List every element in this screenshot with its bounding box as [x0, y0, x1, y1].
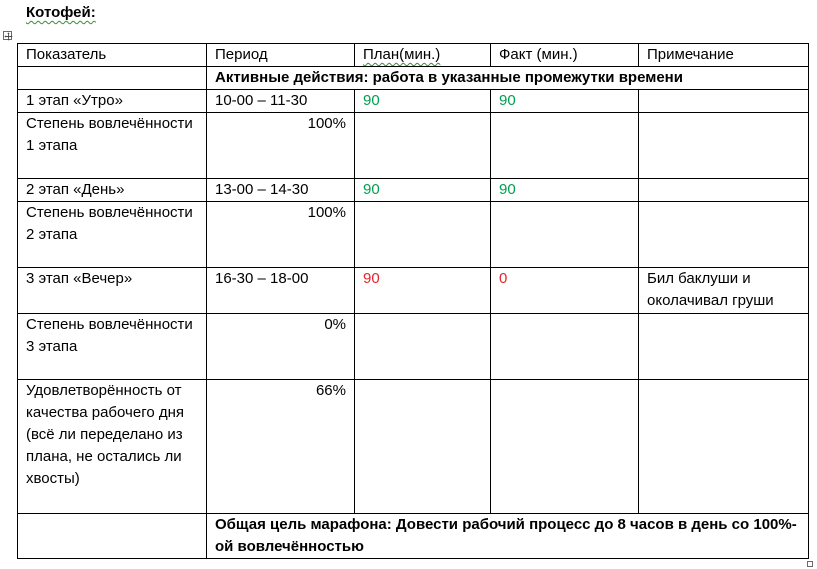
- section-active-empty-cell[interactable]: [18, 67, 207, 90]
- header-indicator[interactable]: Показатель: [18, 44, 207, 67]
- stage-2-engagement-row: [18, 202, 809, 268]
- header-note[interactable]: Примечание: [639, 44, 809, 67]
- stage-2-engagement-value[interactable]: 100%: [207, 202, 355, 268]
- stage-3-engagement-value[interactable]: 0%: [207, 314, 355, 380]
- stage-1-period[interactable]: 10-00 – 11-30: [207, 90, 355, 113]
- stage-3-engagement-fact[interactable]: [491, 314, 639, 380]
- stage-3-period[interactable]: 16-30 – 18-00: [207, 268, 355, 314]
- satisfaction-row: [18, 380, 809, 514]
- stage-3-engagement-row: [18, 314, 809, 380]
- satisfaction-fact[interactable]: [491, 380, 639, 514]
- header-fact[interactable]: Факт (мин.): [491, 44, 639, 67]
- satisfaction-value[interactable]: 66%: [207, 380, 355, 514]
- section-active-row: [18, 67, 809, 90]
- stage-2-fact[interactable]: 90: [491, 179, 639, 202]
- stage-2-engagement-fact[interactable]: [491, 202, 639, 268]
- goal-row: [18, 514, 809, 559]
- satisfaction-note[interactable]: [639, 380, 809, 514]
- header-plan[interactable]: [355, 44, 491, 67]
- stage-1-engagement-plan[interactable]: [355, 113, 491, 179]
- table-move-handle-icon[interactable]: [3, 31, 12, 40]
- stage-3-engagement-label[interactable]: Степень вовлечённости 3 этапа: [18, 314, 207, 380]
- stage-1-name[interactable]: 1 этап «Утро»: [18, 90, 207, 113]
- stage-1-note[interactable]: [639, 90, 809, 113]
- section-active-heading[interactable]: Активные действия: работа в указанные промежутки времени: [207, 67, 809, 90]
- stage-3-note[interactable]: Бил баклуши и околачивал груши: [639, 268, 809, 314]
- stage-2-engagement-note[interactable]: [639, 202, 809, 268]
- stage-1-row: [18, 90, 809, 113]
- stage-1-engagement-note[interactable]: [639, 113, 809, 179]
- stage-3-fact[interactable]: 0: [491, 268, 639, 314]
- stage-1-engagement-label[interactable]: Степень вовлечённости 1 этапа: [18, 113, 207, 179]
- goal-empty-cell[interactable]: [18, 514, 207, 559]
- stage-2-engagement-plan[interactable]: [355, 202, 491, 268]
- stage-1-engagement-fact[interactable]: [491, 113, 639, 179]
- stage-1-engagement-value[interactable]: 100%: [207, 113, 355, 179]
- marathon-goal[interactable]: Общая цель марафона: Довести рабочий процесс до 8 часов в день со 100%-ой вовлечённостью: [207, 514, 809, 559]
- stage-3-engagement-note[interactable]: [639, 314, 809, 380]
- table-resize-handle-icon[interactable]: [807, 561, 813, 567]
- stage-3-engagement-plan[interactable]: [355, 314, 491, 380]
- stage-2-name[interactable]: 2 этап «День»: [18, 179, 207, 202]
- stage-1-plan[interactable]: 90: [355, 90, 491, 113]
- stage-2-period[interactable]: 13-00 – 14-30: [207, 179, 355, 202]
- header-period[interactable]: Период: [207, 44, 355, 67]
- stage-1-engagement-row: [18, 113, 809, 179]
- marathon-report-table: [17, 43, 809, 559]
- stage-2-note[interactable]: [639, 179, 809, 202]
- stage-3-plan[interactable]: 90: [355, 268, 491, 314]
- stage-2-row: [18, 179, 809, 202]
- stage-2-engagement-label[interactable]: Степень вовлечённости 2 этапа: [18, 202, 207, 268]
- stage-2-plan[interactable]: 90: [355, 179, 491, 202]
- table-header-row: [18, 44, 809, 67]
- satisfaction-plan[interactable]: [355, 380, 491, 514]
- stage-3-name[interactable]: 3 этап «Вечер»: [18, 268, 207, 314]
- document-title: Котофей:: [26, 4, 96, 21]
- stage-3-row: [18, 268, 809, 314]
- header-plan-text: План(мин.): [363, 46, 441, 63]
- stage-1-fact[interactable]: 90: [491, 90, 639, 113]
- satisfaction-label[interactable]: Удовлетворённость от качества рабочего дня (всё ли переделано из плана, не остались ли хвосты): [18, 380, 207, 514]
